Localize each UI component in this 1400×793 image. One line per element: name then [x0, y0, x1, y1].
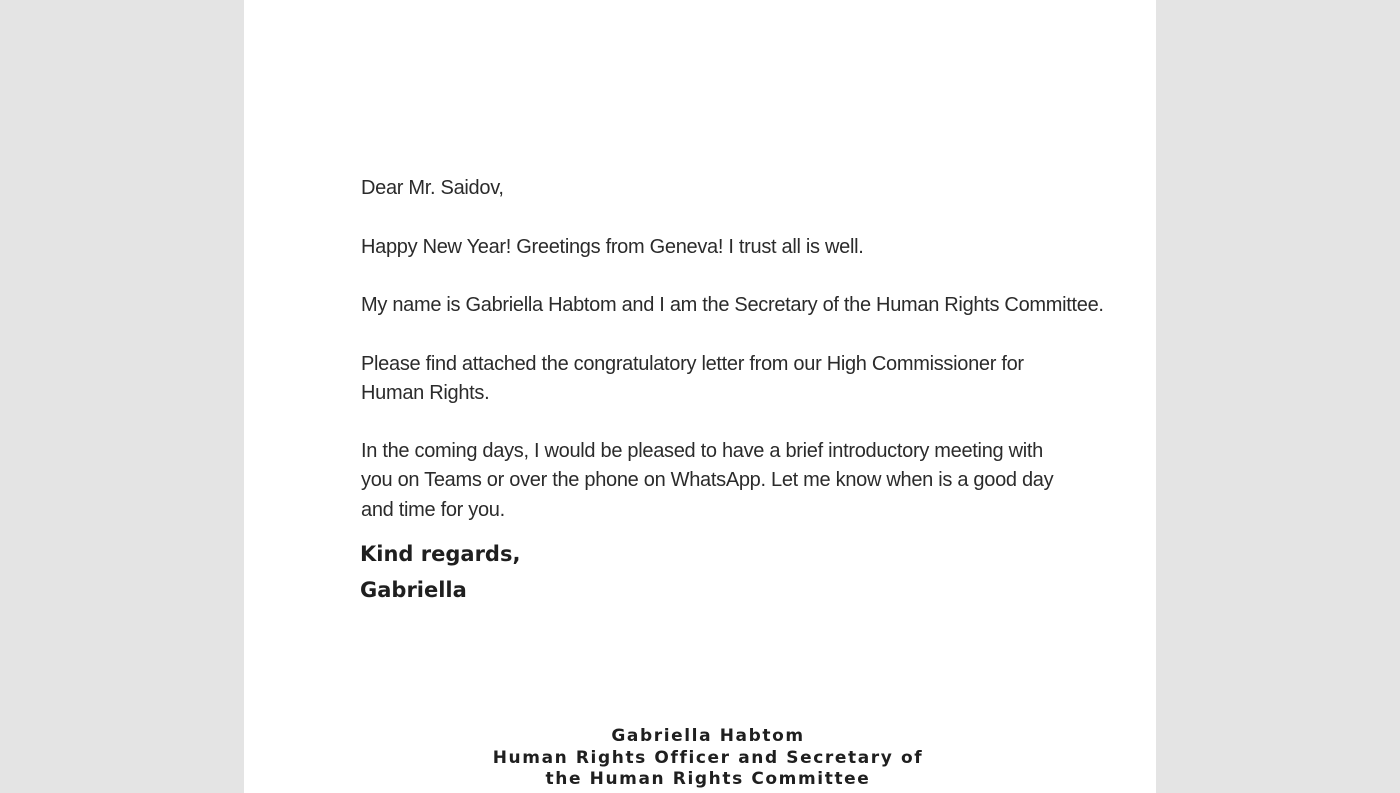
paragraph-meeting-line-1: In the coming days, I would be pleased to have a brief introductory meeting with: [361, 440, 1043, 462]
closing: Kind regards,: [360, 542, 521, 566]
paragraph-meeting-line-2: you on Teams or over the phone on WhatsApp. Let me know when is a good day: [361, 469, 1054, 492]
signature-name: Gabriella Habtom: [611, 726, 805, 746]
paragraph-meeting-request: [361, 437, 1121, 525]
signature-title-line-2: the Human Rights Committee: [545, 769, 871, 789]
signature-title-line-1: Human Rights Officer and Secretary of: [492, 747, 924, 768]
signature-block: [244, 726, 1156, 791]
paragraph-attachment: [361, 350, 1121, 409]
paragraph-greeting: Happy New Year! Greetings from Geneva! I trust all is well.: [361, 236, 864, 258]
document-page: [244, 0, 1156, 793]
paragraph-meeting-line-3: and time for you.: [361, 498, 505, 521]
paragraph-introduction: My name is Gabriella Habtom and I am the Secretary of the Human Rights Committee.: [361, 294, 1104, 316]
paragraph-attachment-line-1: Please find attached the congratulatory letter from our High Commissioner for: [361, 353, 1024, 375]
salutation: Dear Mr. Saidov,: [361, 177, 504, 199]
paragraph-attachment-line-2: Human Rights.: [361, 382, 490, 405]
signoff-name: Gabriella: [360, 578, 467, 602]
